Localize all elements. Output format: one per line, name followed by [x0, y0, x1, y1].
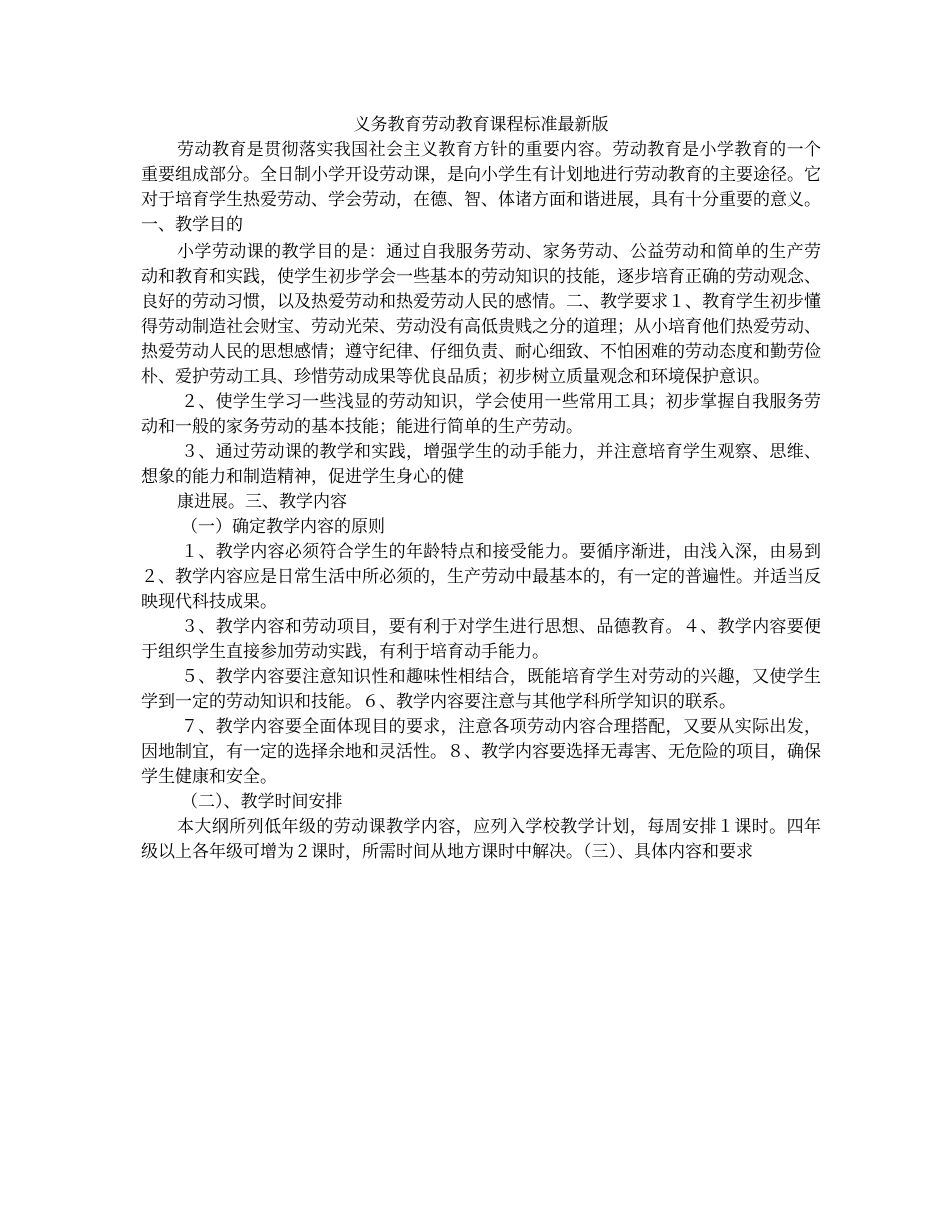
paragraph-time-arrangement: 本大纲所列低年级的劳动课教学内容，应列入学校教学计划，每周安排１课时。四年级以上各年级可增为２课时，所需时间从地方课时中解决。（三）、具体内容和要求 — [141, 817, 821, 862]
paragraph-principles-heading: （一）确定教学内容的原则 — [181, 517, 385, 537]
paragraph-principle-3-4: ３、教学内容和劳动项目，要有利于对学生进行思想、品德教育。４、教学内容要便于组织学生直接参加劳动实践，有利于培育动手能力。 — [141, 617, 821, 662]
paragraph-section-three-heading: 康进展。三、教学内容 — [177, 492, 347, 512]
paragraph-requirement-3: ３、通过劳动课的教学和实践，增强学生的动手能力，并注意培育学生观察、思维、想象的能力和制造精神，促进学生身心的健 — [141, 442, 821, 487]
paragraph-principle-5-6: ５、教学内容要注意知识性和趣味性相结合，既能培育学生对劳动的兴趣，又使学生学到一定的劳动知识和技能。６、教学内容要注意与其他学科所学知识的联系。 — [141, 667, 821, 712]
paragraph-principle-7-8: ７、教学内容要全面体现目的要求，注意各项劳动内容合理搭配，又要从实际出发，因地制宜，有一定的选择余地和灵活性。８、教学内容要选择无毒害、无危险的项目，确保学生健康和安全。 — [141, 717, 821, 787]
paragraph-requirement-2: ２、使学生学习一些浅显的劳动知识，学会使用一些常用工具；初步掌握自我服务劳动和一般的家务劳动的基本技能；能进行简单的生产劳动。 — [141, 392, 821, 437]
paragraph-intro: 劳动教育是贯彻落实我国社会主义教育方针的重要内容。劳动教育是小学教育的一个重要组成部分。全日制小学开设劳动课，是向小学生有计划地进行劳动教育的主要途径。它对于培育学生热爱劳动、学会劳动，在德、智、体诸方面和谐进展，具有十分重要的意义。一、教学目的 — [141, 140, 821, 235]
document-page — [141, 113, 821, 865]
document-title: 义务教育劳动教育课程标准最新版 — [353, 115, 609, 135]
paragraph-time-heading: （二）、教学时间安排 — [181, 792, 343, 812]
paragraph-principle-1-2: １、教学内容必须符合学生的年龄特点和接受能力。要循序渐进，由浅入深，由易到２、教学内容应是日常生活中所必须的，生产劳动中最基本的，有一定的普遍性。并适当反映现代科技成果。 — [141, 542, 821, 612]
paragraph-objectives: 小学劳动课的教学目的是：通过自我服务劳动、家务劳动、公益劳动和简单的生产劳动和教育和实践，使学生初步学会一些基本的劳动知识的技能，逐步培育正确的劳动观念、良好的劳动习惯，以及热爱劳动和热爱劳动人民的感情。二、教学要求１、教育学生初步懂得劳动制造社会财宝、劳动光荣、劳动没有高低贵贱之分的道理；从小培育他们热爱劳动、热爱劳动人民的思想感情；遵守纪律、仔细负责、耐心细致、不怕困难的劳动态度和勤劳俭朴、爱护劳动工具、珍惜劳动成果等优良品质；初步树立质量观念和环境保护意识。 — [141, 242, 821, 387]
